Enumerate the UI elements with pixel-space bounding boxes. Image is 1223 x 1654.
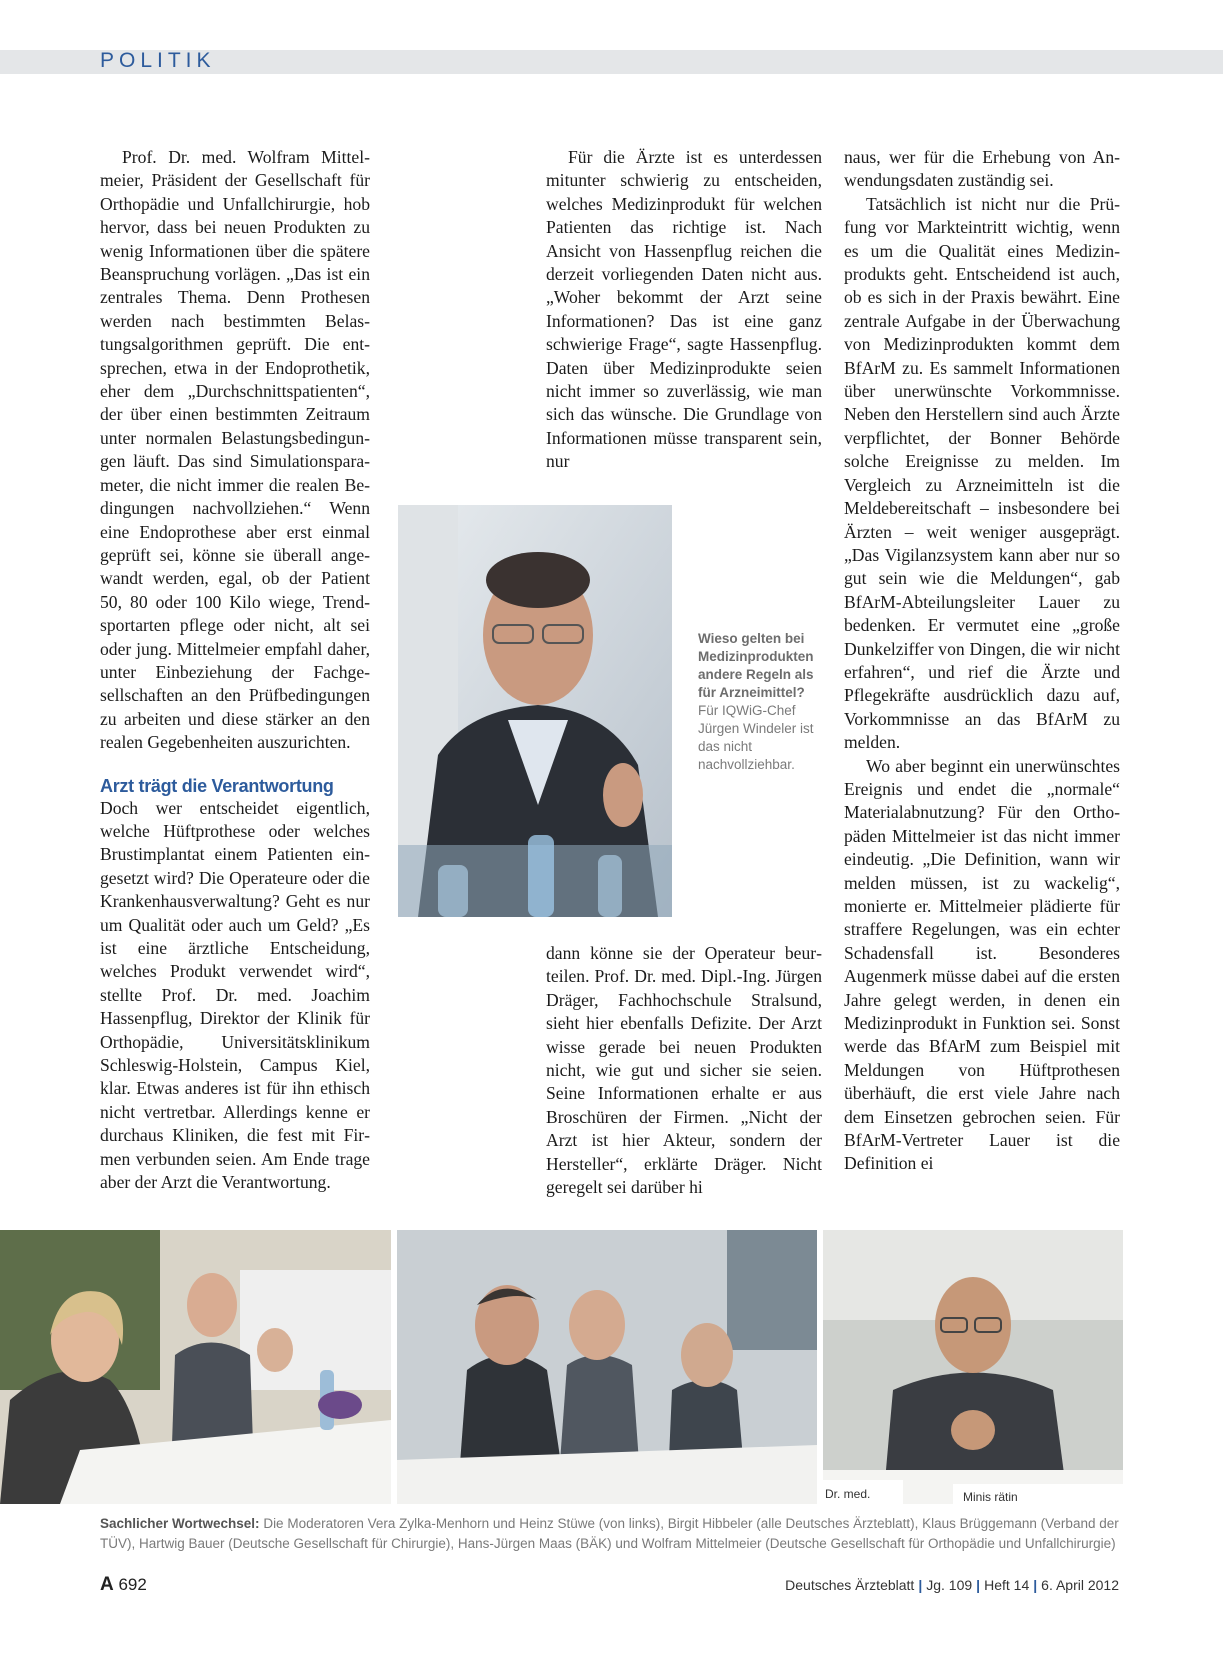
paragraph: dann könne sie der Operateur beurteilen. Prof. Dr. med. Dipl.-Ing. Jürgen Dräger, Fachhochschule Stralsund, sieht hier ebenfalls Defizite. Der Arzt wisse gerade bei neuen Produkten nicht, wie gut und sicher sie seien. Seine Informationen erhalte er aus Broschüren der Firmen. „Nicht der Arzt ist hier Akteur, sondern der Hersteller“, erklärte Dräger. Nicht geregelt sei darüber hi [546,943,822,1198]
caption-text: Die Moderatoren Vera Zylka-Menhorn und Heinz Stüwe (von links), Birgit Hibbeler (alle Deutsches Ärzteblatt), Klaus Brüggemann (Verband der TÜV), Hartwig Bauer (Deutsche Gesellschaft für Chirurgie), Hans-Jürgen Maas (BÄK) und Wolfram Mittelmeier (Deutsche Gesellschaft für Orthopädie und Unfallchirurgie) [100,1516,1119,1551]
article-column-2-bottom [546,942,822,1199]
paragraph: naus, wer für die Erhebung von Anwendungsdaten zuständig sei. [844,147,1120,191]
journal-issue: Heft 14 [984,1577,1030,1593]
caption-title: Sachlicher Wortwechsel: [100,1516,260,1531]
paragraph: Prof. Dr. med. Wolfram Mittelmeier, Präsident der Gesellschaft für Orthopädie und Unfallchirurgie, hob hervor, dass bei neuen Produkten zu wenig Informationen über die spätere Beanspruchung vorlägen. „Das ist ein zentrales Thema. Denn Prothesen werden nach bestimmten Belastungsalgorithmen geprüft. Die entsprechen, etwa in der Endoprothetik, eher dem „Durchschnittspatienten“, der über einen bestimmten Zeitraum unter normalen Belastungsbedingungen läuft. Das sind Simulationsparameter, die nicht immer die realen Bedingungen nachvollziehen.“ Wenn eine Endoprothese aber erst einmal geprüft sei, könne sie überall angewandt werden, egal, ob der Patient 50, 80 oder 100 Kilo wiege, Trendsportarten pflege oder nicht, alt sei oder jung. Mittelmeier empfahl daher, unter Einbeziehung der Fachgesellschaften an den Prüfbedingungen zu arbeiten und diese stärker an den realen Gegebenheiten auszurichten. [100,147,370,753]
photo-caption-side [698,630,828,774]
photo-windeler-illustration [398,505,672,917]
section-label: POLITIK [100,49,216,72]
article-column-1 [100,146,370,1194]
journal-volume: Jg. 109 [926,1577,973,1593]
subheading: Arzt trägt die Verantwortung [100,775,334,796]
nameplate-text: Minis rätin [963,1490,1018,1504]
paragraph: Für die Ärzte ist es unterdessen mitunter schwierig zu entscheiden, welches Medizinprodukt für welchen Patienten das richtige ist. Nach Ansicht von Hassenpflug reichen die derzeit vorliegenden Daten nicht aus. „Woher bekommt der Arzt seine Informationen? Das ist eine ganz schwierige Frage“, sagte Hassenpflug. Daten über Medizinprodukte seien nicht immer so zuverlässig, wie man sich das wünsche. Die Grundlage von Informationen müsse transparent sein, nur [546,147,822,472]
article-column-3 [844,146,1120,1176]
caption-text: Für IQWiG-Chef Jürgen Windeler ist das nicht nachvollziehbar. [698,703,814,772]
page-number [100,1574,147,1596]
paragraph: Tatsächlich ist nicht nur die Prüfung vor Markteintritt wichtig, wenn es um die Qualität eines Medizinprodukts geht. Entscheidend ist auch, ob es sich in der Praxis bewährt. Eine zentrale Aufgabe in der Überwachung von Medizinprodukten kommt dem BfArM zu. Es sammelt Informationen über unerwünschte Vorkommnisse. Neben den Herstellern sind auch Ärzte verpflichtet, der Bonner Behörde solche Ereignisse zu melden. Im Vergleich zu Arzneimitteln ist die Meldebereitschaft – insbesondere bei Ärzten – weit weniger ausgeprägt. „Das Vigilanzsystem kann aber nur so gut sein wie die Meldungen“, gab BfArM-Abteilungsleiter Lauer zu bedenken. Er vermutet eine „große Dunkelziffer von Dingen, die wir nicht erfahren“, und rief die Ärzte und Pflegekräfte ausdrücklich dazu auf, Vorkommnisse an das BfArM zu melden. [844,193,1120,753]
journal-name: Deutsches Ärzteblatt [785,1577,915,1593]
photo-caption-bottom [100,1514,1130,1554]
journal-date: 6. April 2012 [1041,1577,1119,1593]
article-column-2-top [546,146,822,474]
photo-moderators [0,1230,391,1504]
paragraph: Doch wer entscheidet eigentlich, welche Hüftprothese oder welches Brustimplantat einem Patienten eingesetzt wird? Die Operateure oder die Krankenhausverwaltung? Geht es nur um Qualität oder auch um Geld? „Es ist eine ärztliche Entscheidung, welches Produkt verwendet wird“, stellte Prof. Dr. med. Joachim Hassenpflug, Direktor der Klinik für Orthopädie, Universitätsklinikum Schleswig-Holstein, Campus Kiel, klar. Etwas anderes ist für ihn ethisch nicht vertretbar. Allerdings kenne er durchaus Kliniken, die fest mit Firmen verbunden seien. Am Ende trage aber der Arzt die Verantwortung. [100,797,370,1193]
page-prefix: A [100,1574,114,1595]
photo-panel-discussion [397,1230,817,1504]
photo-speaker [823,1230,1123,1504]
caption-title: Wieso gelten bei Medizinprodukten andere Regeln als für Arzneimittel? [698,631,814,700]
journal-footer: Deutsches Ärzteblatt | Jg. 109 | Heft 14 | 6. April 2012 [785,1577,1119,1593]
photo-moderators-illustration [0,1230,391,1504]
photo-panel-discussion-illustration [397,1230,817,1504]
page-number-value: 692 [118,1575,147,1594]
photo-windeler [398,505,672,917]
nameplate-text: Dr. med. [825,1487,871,1501]
photo-speaker-illustration [823,1230,1123,1504]
paragraph: Wo aber beginnt ein unerwünschtes Ereignis und endet die „normale“ Materialabnutzung? Für den Orthopäden Mittelmeier ist das nicht immer eindeutig. „Die Definition, wann wir melden müssen, ist zu wackelig“, monierte er. Mittelmeier plädierte für straffere Regelungen, was ein echter Schadensfall ist. Besonderes Augenmerk müsse dabei auf die ersten Jahre gelegt werden, in denen ein Medizinprodukt in Funktion sei. Sonst werde das BfArM zum Beispiel mit Meldungen von Hüftprothesen überhäuft, die erst viele Jahre nach dem Einsetzen gebrochen seien. Für BfArM-Vertreter Lauer ist die Definition ei [844,755,1120,1174]
